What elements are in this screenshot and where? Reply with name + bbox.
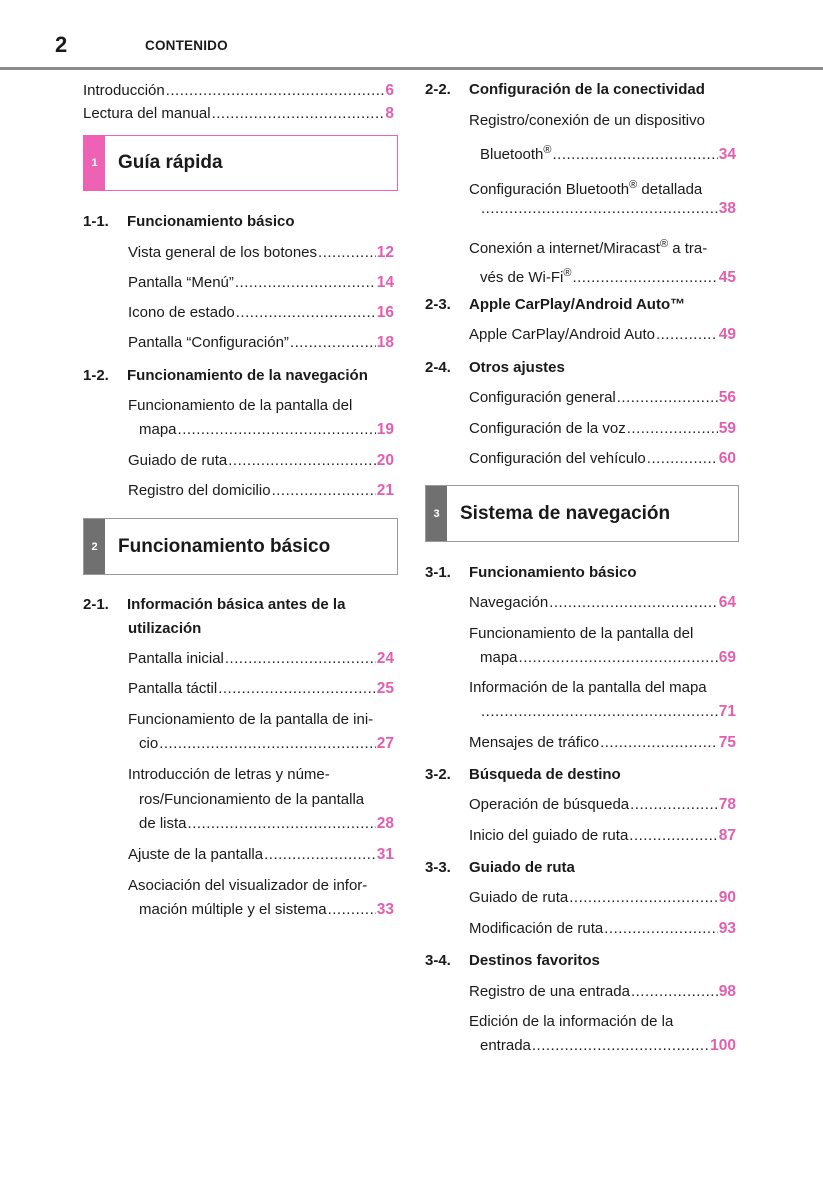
toc-page-number: 19: [376, 421, 394, 438]
toc-entry-text: Guiado de ruta: [128, 452, 228, 469]
toc-page-number: 8: [385, 105, 394, 122]
section-number: 1-1.: [83, 213, 109, 230]
toc-entry-lectura[interactable]: [83, 105, 394, 123]
toc-page-number: 93: [718, 920, 736, 937]
toc-entry-text: Configuración del vehículo: [469, 450, 646, 467]
toc-entry[interactable]: [139, 421, 394, 439]
section-heading-1-1[interactable]: [83, 213, 295, 231]
registered-mark: ®: [543, 144, 552, 156]
section-number: 2-1.: [83, 596, 109, 613]
toc-page-number: 6: [385, 82, 394, 99]
toc-entry[interactable]: [139, 735, 394, 753]
toc-entry-text: Pantalla “Menú”: [128, 274, 234, 291]
toc-entry-text: mapa: [139, 421, 177, 438]
toc-entry-intro[interactable]: [83, 82, 394, 100]
toc-entry[interactable]: [469, 983, 736, 1001]
toc-page-number: 20: [376, 452, 394, 469]
toc-entry[interactable]: [128, 274, 394, 292]
toc-entry-text: Pantalla “Configuración”: [128, 334, 289, 351]
toc-entry[interactable]: [469, 420, 736, 438]
toc-page-number: 24: [376, 650, 394, 667]
toc-page-number: 64: [718, 594, 736, 611]
toc-entry-text: Icono de estado: [128, 304, 235, 321]
header-divider: [0, 67, 823, 70]
section-heading-2-3[interactable]: [425, 296, 685, 314]
toc-page-number: 18: [376, 334, 394, 351]
section-number: 1-2.: [83, 367, 109, 384]
toc-page-number: 87: [718, 827, 736, 844]
section-heading-2-2[interactable]: [425, 81, 705, 99]
toc-page-number: 45: [718, 269, 736, 286]
toc-entry[interactable]: [128, 244, 394, 262]
toc-entry-text: Inicio del guiado de ruta: [469, 827, 629, 844]
toc-entry[interactable]: [469, 594, 736, 612]
section-title: Apple CarPlay/Android Auto™: [469, 296, 686, 313]
toc-entry-text: cio: [139, 735, 159, 752]
toc-entry[interactable]: [480, 200, 736, 218]
toc-entry-text: Vista general de los botones: [128, 244, 318, 261]
section-title: Otros ajustes: [469, 359, 565, 376]
toc-entry-text: entrada: [480, 1037, 531, 1054]
section-heading-2-1[interactable]: [83, 596, 345, 614]
chapter-number: 1: [91, 157, 98, 169]
toc-entry[interactable]: [128, 846, 394, 864]
section-heading-3-4[interactable]: [425, 952, 600, 970]
chapter-number: 2: [91, 540, 98, 553]
toc-entry-text: Navegación: [469, 594, 549, 611]
toc-page-number: 38: [718, 200, 736, 217]
toc-entry-text: de lista: [139, 815, 187, 832]
toc-page-number: 100: [710, 1037, 736, 1054]
page-number: 2: [55, 32, 68, 57]
section-heading-3-3[interactable]: [425, 859, 575, 877]
section-title: Funcionamiento básico: [127, 213, 295, 230]
section-title: Destinos favoritos: [469, 952, 600, 969]
toc-entry-line-text: Configuración Bluetooth: [469, 181, 630, 198]
chapter-2-header[interactable]: [83, 518, 398, 575]
section-title-continued: utilización: [128, 620, 202, 637]
chapter-number: 3: [433, 507, 440, 520]
section-number: 3-3.: [425, 859, 451, 876]
toc-page-number: 16: [376, 304, 394, 321]
toc-page-number: 28: [376, 815, 394, 832]
toc-page-number: 56: [718, 389, 736, 406]
section-heading-1-2[interactable]: [83, 367, 368, 385]
toc-entry-text: Operación de búsqueda: [469, 796, 630, 813]
section-number: 2-3.: [425, 296, 451, 313]
toc-entry-line: Asociación del visualizador de infor-: [128, 877, 368, 894]
section-number: 3-2.: [425, 766, 451, 783]
toc-entry-text: Registro del domicilio: [128, 482, 271, 499]
toc-entry-line: Funcionamiento de la pantalla del: [128, 397, 353, 414]
toc-entry-text: [480, 141, 552, 164]
toc-page-number: 75: [718, 734, 736, 751]
chapter-3-header[interactable]: [425, 485, 739, 542]
toc-entry[interactable]: [469, 889, 736, 907]
toc-entry[interactable]: [139, 901, 394, 919]
toc-entry[interactable]: [128, 650, 394, 668]
toc-page-number: 33: [376, 901, 394, 918]
toc-entry-text: Introducción: [83, 82, 165, 99]
toc-entry[interactable]: [480, 649, 736, 667]
toc-page-number: 98: [718, 983, 736, 1000]
toc-entry[interactable]: [469, 734, 736, 752]
toc-page-number: 25: [376, 680, 394, 697]
toc-entry-line: [469, 176, 702, 199]
toc-entry-line: Registro/conexión de un dispositivo: [469, 112, 705, 129]
chapter-title: Funcionamiento básico: [118, 536, 331, 557]
toc-page-number: 90: [718, 889, 736, 906]
toc-entry-line: [469, 235, 707, 258]
toc-page-number: 60: [718, 450, 736, 467]
toc-entry[interactable]: [128, 680, 394, 698]
registered-mark: ®: [659, 238, 669, 250]
toc-entry-text: mación múltiple y el sistema: [139, 901, 327, 918]
toc-entry-line: ros/Funcionamiento de la pantalla: [139, 791, 365, 808]
toc-entry[interactable]: [480, 703, 736, 721]
toc-entry-line: Introducción de letras y núme-: [128, 766, 330, 783]
toc-entry[interactable]: [469, 326, 736, 344]
toc-entry-text: Lectura del manual: [83, 105, 211, 122]
toc-entry-text: Registro de una entrada: [469, 983, 630, 1000]
toc-page-number: 27: [376, 735, 394, 752]
toc-entry-text: [480, 264, 571, 287]
section-title: Configuración de la conectividad: [469, 81, 705, 98]
section-heading-3-1[interactable]: [425, 564, 637, 582]
toc-page-number: 59: [718, 420, 736, 437]
toc-entry-text: mapa: [480, 649, 518, 666]
section-title: Guiado de ruta: [469, 859, 575, 876]
registered-mark: ®: [629, 179, 638, 191]
toc-page-number: 12: [376, 244, 394, 261]
toc-entry[interactable]: [469, 796, 736, 814]
section-heading-3-2[interactable]: [425, 766, 621, 784]
section-heading-2-4[interactable]: [425, 359, 565, 377]
toc-entry[interactable]: [480, 264, 736, 287]
toc-entry-text: Pantalla táctil: [128, 680, 218, 697]
section-number: 3-4.: [425, 952, 451, 969]
toc-entry-text: Pantalla inicial: [128, 650, 224, 667]
section-number: 2-2.: [425, 81, 451, 98]
section-title: Funcionamiento básico: [469, 564, 637, 581]
toc-entry-text: Guiado de ruta: [469, 889, 569, 906]
section-number: 2-4.: [425, 359, 451, 376]
toc-entry[interactable]: [469, 389, 736, 407]
chapter-title: Sistema de navegación: [460, 503, 671, 524]
toc-entry-text: Modificación de ruta: [469, 920, 604, 937]
toc-entry-line: Funcionamiento de la pantalla del: [469, 625, 694, 642]
page-title: CONTENIDO: [145, 38, 228, 53]
section-title: Información básica antes de la: [127, 596, 346, 613]
toc-page-number: 34: [718, 146, 736, 163]
toc-page-number: 14: [376, 274, 394, 291]
toc-page-number: 78: [718, 796, 736, 813]
chapter-number-tab: [84, 136, 105, 190]
toc-entry-text: Mensajes de tráfico: [469, 734, 600, 751]
chapter-number-tab: [426, 486, 447, 541]
toc-entry-text: Configuración general: [469, 389, 616, 406]
toc-entry[interactable]: [128, 452, 394, 470]
toc-entry[interactable]: [139, 815, 394, 833]
section-number: 3-1.: [425, 564, 451, 581]
toc-page-number: 69: [718, 649, 736, 666]
toc-entry[interactable]: [480, 141, 736, 164]
toc-page-number: 31: [376, 846, 394, 863]
toc-entry[interactable]: [480, 1037, 736, 1055]
chapter-1-header[interactable]: [83, 135, 398, 191]
registered-mark: ®: [563, 267, 572, 279]
chapter-number-tab: [84, 519, 105, 574]
toc-entry[interactable]: [469, 920, 736, 938]
section-title: Funcionamiento de la navegación: [127, 367, 368, 384]
toc-entry[interactable]: [469, 827, 736, 845]
toc-entry[interactable]: [128, 482, 394, 500]
toc-entry-line: Edición de la información de la: [469, 1013, 674, 1030]
toc-entry[interactable]: [469, 450, 736, 468]
toc-entry-line-text: Conexión a internet/Miracast: [469, 240, 660, 257]
toc-entry-text: Configuración de la voz: [469, 420, 626, 437]
toc-entry[interactable]: [128, 304, 394, 322]
toc-entry-line-text-end: detallada: [637, 181, 703, 198]
toc-entry-line: Información de la pantalla del mapa: [469, 679, 707, 696]
toc-entry-text: Ajuste de la pantalla: [128, 846, 264, 863]
toc-entry-line: Funcionamiento de la pantalla de ini-: [128, 711, 374, 728]
toc-page-number: 21: [376, 482, 394, 499]
toc-entry-text-main: vés de Wi-Fi: [480, 269, 564, 286]
chapter-title: Guía rápida: [118, 152, 223, 173]
toc-page-number: 49: [718, 326, 736, 343]
toc-entry-text-main: Bluetooth: [480, 146, 544, 163]
toc-entry[interactable]: [128, 334, 394, 352]
toc-page-number: 71: [718, 703, 736, 720]
section-title: Búsqueda de destino: [469, 766, 621, 783]
toc-entry-text: Apple CarPlay/Android Auto: [469, 326, 655, 343]
toc-entry-line-text-end: a tra-: [668, 240, 708, 257]
